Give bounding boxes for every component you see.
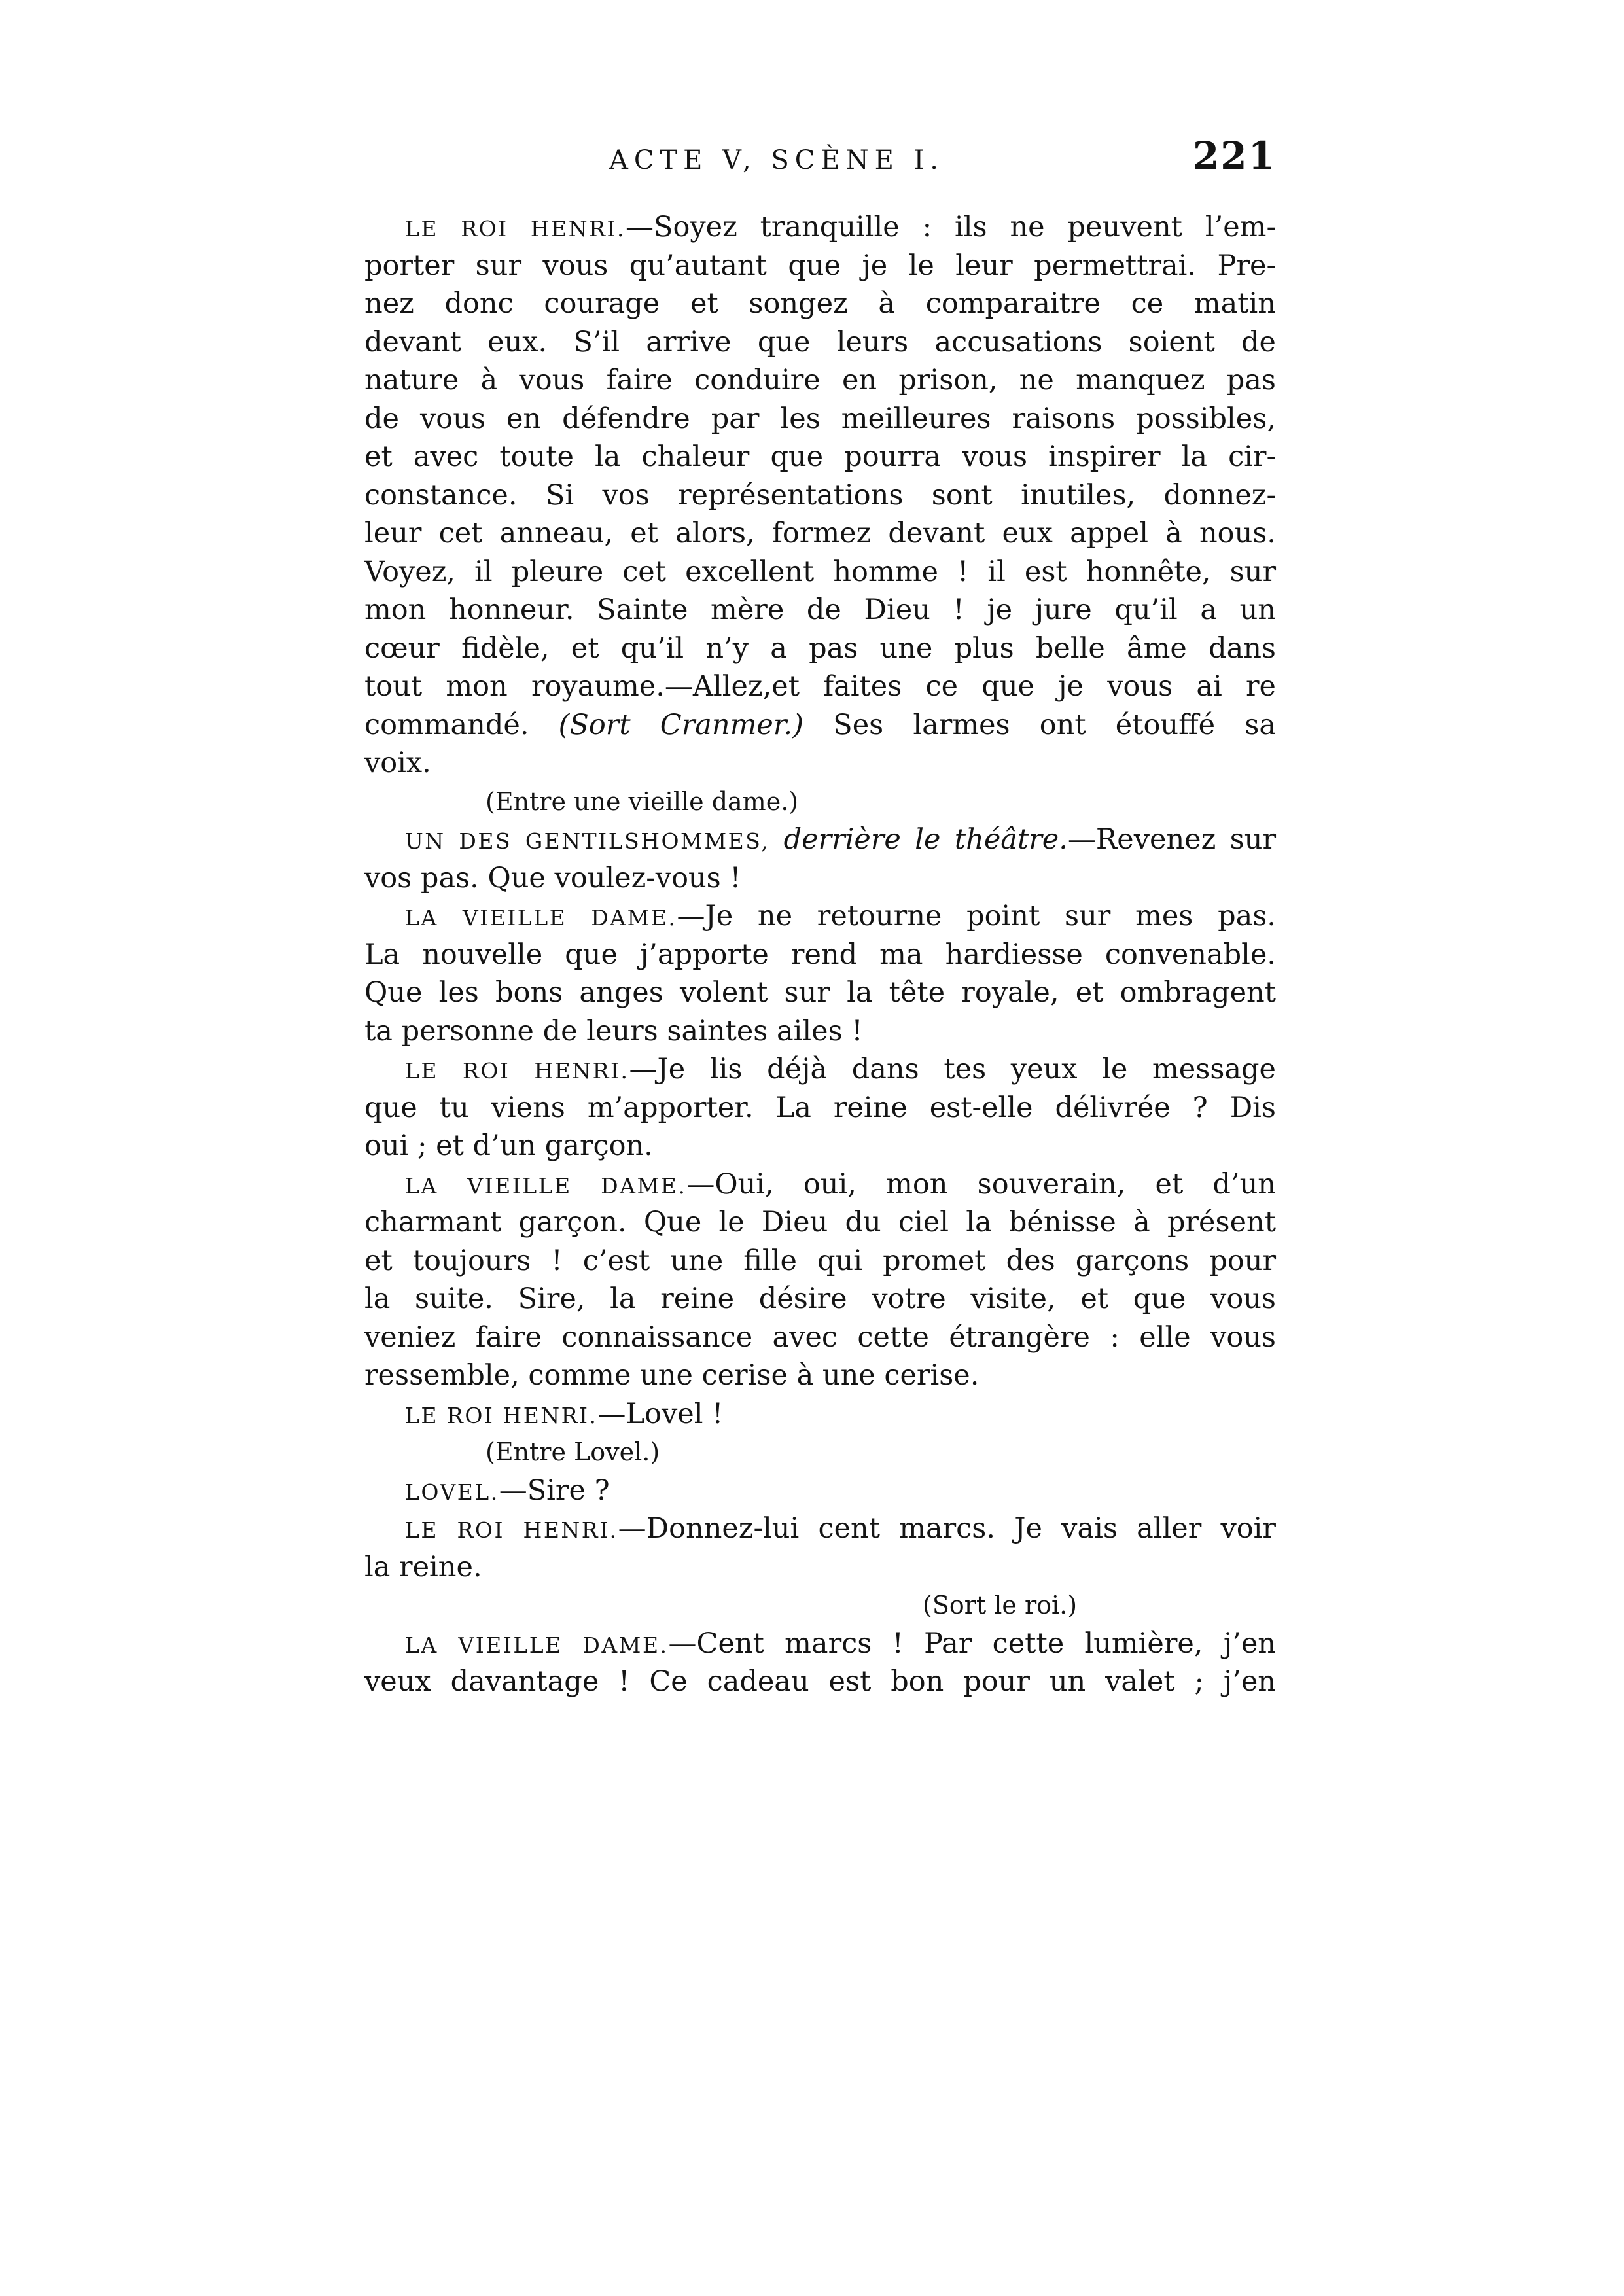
speaker-name: LA VIEILLE DAME. (405, 1632, 669, 1658)
text-segment: et toujours ! c’est une fille qui promet des garçons pour (364, 1244, 1276, 1277)
text-line (364, 1318, 1276, 1357)
text-segment: —Oui, oui, mon souverain, et d’un (686, 1167, 1277, 1201)
paragraph (364, 1472, 1276, 1510)
text-line (364, 936, 1276, 974)
stage-direction (364, 1433, 1276, 1472)
paragraph (364, 1395, 1276, 1434)
speaker-name: UN DES GENTILSHOMMES, (405, 828, 770, 854)
text-segment: —Cent marcs ! Par cette lumière, j’en (668, 1627, 1276, 1660)
text-segment (769, 823, 783, 856)
text-segment: nez donc courage et songez à comparaitre ce matin (364, 287, 1276, 320)
text-segment: voix. (364, 747, 431, 779)
text-line (364, 591, 1276, 629)
text-line (364, 1242, 1276, 1280)
text-segment: commandé. (364, 708, 559, 741)
text-segment: cœur fidèle, et qu’il n’y a pas une plus belle âme dans (364, 631, 1276, 665)
text-segment: —Donnez-lui cent marcs. Je vais aller voir (618, 1512, 1276, 1545)
text-line (364, 744, 1276, 783)
text-segment: —Je lis déjà dans tes yeux le message (629, 1053, 1276, 1086)
stage-direction (364, 1586, 1276, 1625)
text-line (364, 1165, 1276, 1204)
text-line (364, 1548, 1276, 1587)
text-segment: charmant garçon. Que le Dieu du ciel la bénisse à présent (364, 1206, 1276, 1239)
text-segment: la reine. (364, 1550, 482, 1583)
stage-direction-text: (Entre Lovel.) (485, 1438, 660, 1466)
text-segment: la suite. Sire, la reine désire votre visite, et que vous (364, 1282, 1276, 1315)
text-segment: Voyez, il pleure cet excellent homme ! il est honnête, sur (364, 555, 1276, 588)
speaker-name: LA VIEILLE DAME. (405, 905, 677, 930)
stage-direction-text: (Sort le roi.) (923, 1591, 1078, 1619)
page-header (364, 133, 1276, 186)
text-line (364, 514, 1276, 553)
text-segment: de vous en défendre par les meilleures raisons possibles, (364, 402, 1276, 435)
speaker-name: LA VIEILLE DAME. (405, 1173, 687, 1199)
inline-stage-note: derrière le théâtre. (783, 823, 1068, 856)
stage-direction-text: (Entre une vieille dame.) (485, 786, 799, 816)
speaker-name: LE ROI HENRI. (405, 1517, 618, 1543)
paragraph (364, 821, 1276, 897)
text-segment: La nouvelle que j’apporte rend ma hardiesse convenable. (364, 938, 1276, 971)
text-segment: ressemble, comme une cerise à une cerise. (364, 1359, 980, 1392)
text-segment: Ses larmes ont étouffé sa (803, 708, 1276, 741)
paragraph (364, 1625, 1276, 1701)
text-segment: —Revenez sur (1067, 823, 1276, 856)
text-line (364, 1472, 1276, 1510)
text-segment: nature à vous faire conduire en prison, ne manquez pas (364, 364, 1276, 397)
speaker-name: LE ROI HENRI. (405, 216, 626, 241)
text-line (364, 1356, 1276, 1395)
text-line (364, 323, 1276, 362)
text-line (364, 247, 1276, 285)
text-line (364, 1510, 1276, 1548)
paragraph (364, 1510, 1276, 1586)
text-line (364, 1089, 1276, 1127)
text-line (364, 667, 1276, 706)
text-line (364, 629, 1276, 668)
stage-direction (364, 783, 1276, 821)
text-line (364, 821, 1276, 859)
text-segment: veniez faire connaissance avec cette étrangère : elle vous (364, 1320, 1276, 1354)
text-segment: veux davantage ! Ce cadeau est bon pour un valet ; j’en (364, 1665, 1276, 1698)
paragraph (364, 1050, 1276, 1165)
text-block (364, 208, 1276, 1701)
paragraph (364, 1165, 1276, 1395)
text-line (364, 438, 1276, 476)
text-segment: —Sire ? (499, 1474, 610, 1507)
text-line (364, 553, 1276, 592)
text-segment: ta personne de leurs saintes ailes ! (364, 1014, 863, 1048)
text-line (364, 476, 1276, 515)
text-segment: —Je ne retourne point sur mes pas. (677, 900, 1277, 932)
text-segment: oui ; et d’un garçon. (364, 1129, 653, 1162)
text-line (364, 1625, 1276, 1663)
text-line (364, 974, 1276, 1012)
speaker-name: LE ROI HENRI. (405, 1058, 629, 1084)
text-segment: et avec toute la chaleur que pourra vous inspirer la cir- (364, 440, 1276, 473)
running-head: ACTE V, SCÈNE I. (609, 145, 945, 175)
text-segment: mon honneur. Sainte mère de Dieu ! je jure qu’il a un (364, 593, 1276, 626)
text-line (364, 361, 1276, 400)
text-segment: devant eux. S’il arrive que leurs accusations soient de (364, 325, 1276, 359)
text-line (364, 897, 1276, 936)
text-segment: —Lovel ! (597, 1397, 724, 1430)
text-line (364, 208, 1276, 247)
text-line (364, 400, 1276, 438)
text-segment: constance. Si vos représentations sont inutiles, donnez- (364, 478, 1276, 512)
speaker-name: LOVEL. (405, 1479, 499, 1505)
text-line (364, 1663, 1276, 1701)
inline-stage-note: (Sort Cranmer.) (558, 708, 804, 741)
text-segment: porter sur vous qu’autant que je le leur permettrai. Pre- (364, 249, 1276, 282)
text-segment: que tu viens m’apporter. La reine est-elle délivrée ? Dis (364, 1091, 1276, 1124)
paragraph (364, 208, 1276, 783)
text-segment: —Soyez tranquille : ils ne peuvent l’em- (626, 211, 1276, 243)
text-line (364, 1395, 1276, 1434)
text-line (364, 285, 1276, 323)
text-line (364, 859, 1276, 898)
speaker-name: LE ROI HENRI. (405, 1402, 598, 1428)
page-number: 221 (1192, 133, 1276, 178)
text-segment: Que les bons anges volent sur la tête royale, et ombragent (364, 976, 1276, 1009)
text-segment: tout mon royaume.—Allez,et faites ce que je vous ai re (364, 670, 1276, 703)
text-line (364, 1050, 1276, 1089)
text-line (364, 1203, 1276, 1242)
text-line (364, 1012, 1276, 1051)
text-segment: vos pas. Que voulez-vous ! (364, 861, 741, 894)
text-segment: leur cet anneau, et alors, formez devant eux appel à nous. (364, 517, 1276, 550)
text-line (364, 1280, 1276, 1318)
text-line (364, 706, 1276, 745)
text-line (364, 1127, 1276, 1165)
paragraph (364, 897, 1276, 1050)
